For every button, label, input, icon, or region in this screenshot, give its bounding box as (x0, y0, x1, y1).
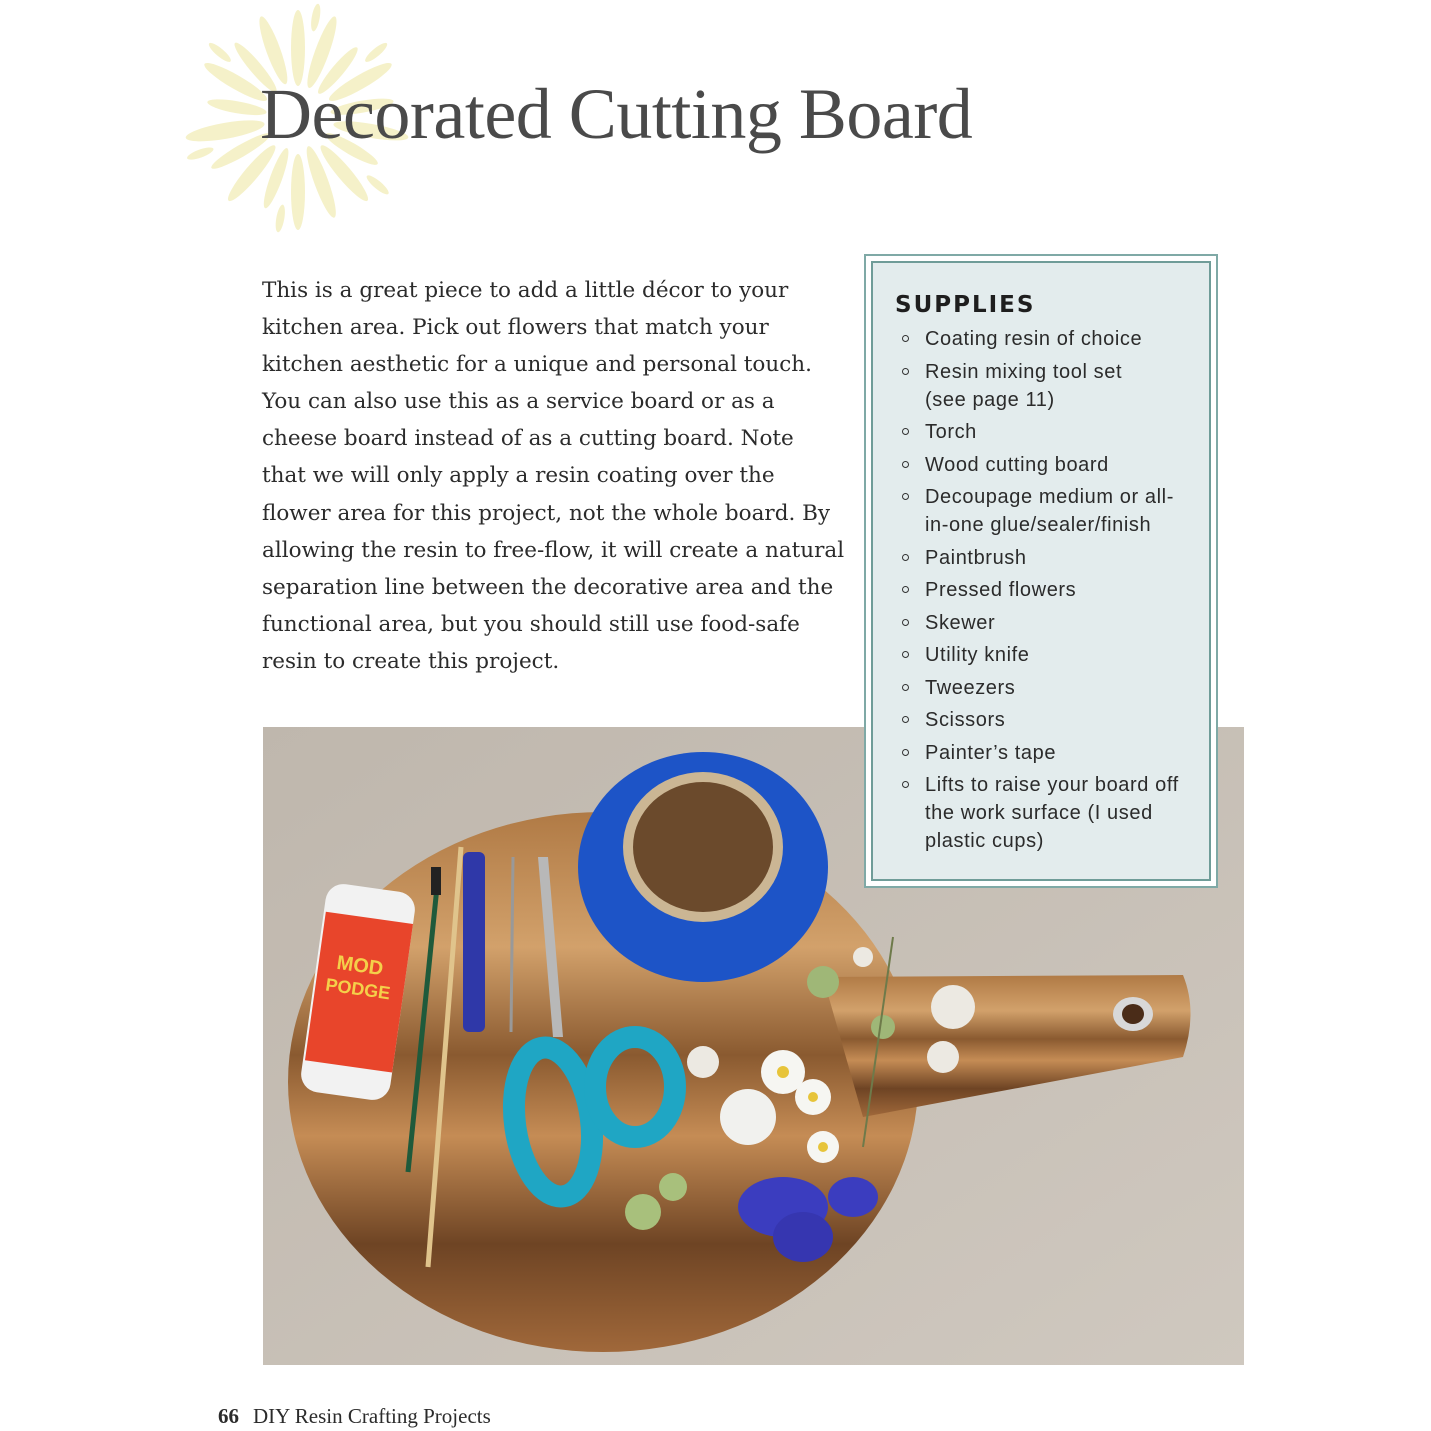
intro-line: kitchen area. Pick out flowers that match your (262, 315, 769, 341)
circle-bullet-icon (902, 749, 909, 756)
intro-paragraph (262, 272, 845, 680)
supply-text: Paintbrush (925, 546, 1027, 569)
supply-item (895, 325, 1193, 353)
supplies-list (895, 325, 1193, 855)
supply-item (895, 706, 1193, 734)
supply-text: Torch (925, 421, 977, 443)
supply-text: (see page 11) (925, 388, 1055, 411)
intro-line: separation line between the decorative area and the (262, 574, 834, 600)
circle-bullet-icon (902, 335, 909, 342)
circle-bullet-icon (902, 493, 909, 500)
intro-line: This is a great piece to add a little décor to your (262, 278, 789, 303)
intro-line: kitchen aesthetic for a unique and personal touch. (262, 352, 812, 378)
book-title: DIY Resin Crafting Projects (253, 1404, 491, 1428)
supply-item (895, 544, 1193, 572)
supply-text: Decoupage medium or all- (925, 486, 1174, 508)
circle-bullet-icon (902, 619, 909, 626)
svg-text:PODGE: PODGE (324, 974, 392, 1004)
supply-text: Coating resin of choice (925, 328, 1143, 350)
supply-text: Scissors (925, 709, 1006, 731)
circle-bullet-icon (902, 461, 909, 468)
supply-text: Wood cutting board (925, 453, 1109, 476)
page-number: 66 (218, 1404, 239, 1428)
supply-item (895, 609, 1193, 637)
supply-text: Skewer (925, 611, 996, 634)
circle-bullet-icon (902, 554, 909, 561)
svg-text:MOD: MOD (335, 951, 385, 981)
supply-item (895, 451, 1193, 479)
circle-bullet-icon (902, 368, 909, 375)
supply-text: Painter’s tape (925, 741, 1057, 764)
intro-line: functional area, but you should still use food-safe (262, 611, 800, 637)
intro-line: cheese board instead of as a cutting board. Note (262, 426, 794, 452)
page-footer (218, 1404, 491, 1429)
supply-item (895, 358, 1193, 414)
intro-line: resin to create this project. (262, 648, 560, 674)
intro-line: allowing the resin to free-flow, it will create a natural (262, 537, 845, 563)
circle-bullet-icon (902, 651, 909, 658)
intro-line: that we will only apply a resin coating over the (262, 463, 775, 489)
supply-item (895, 674, 1193, 702)
supplies-box (864, 254, 1218, 888)
supply-text: in-one glue/sealer/finish (925, 514, 1152, 536)
supply-text: the work surface (I used (925, 802, 1153, 824)
supply-item (895, 771, 1193, 855)
circle-bullet-icon (902, 781, 909, 788)
circle-bullet-icon (902, 586, 909, 593)
supply-text: Tweezers (925, 676, 1016, 699)
page-title: Decorated Cutting Board (260, 74, 973, 154)
supply-text: plastic cups) (925, 830, 1044, 852)
intro-line: You can also use this as a service board or as a (262, 389, 775, 415)
supplies-heading: SUPPLIES (895, 292, 1036, 318)
supplies-panel (871, 261, 1211, 881)
supply-text: Resin mixing tool set (925, 360, 1123, 383)
supply-item (895, 483, 1193, 539)
painters-tape (578, 752, 828, 982)
circle-bullet-icon (902, 716, 909, 723)
circle-bullet-icon (902, 684, 909, 691)
supply-text: Pressed flowers (925, 579, 1077, 601)
supply-text: Utility knife (925, 644, 1030, 666)
supply-item (895, 418, 1193, 446)
circle-bullet-icon (902, 428, 909, 435)
supply-item (895, 739, 1193, 767)
supply-text: Lifts to raise your board off (925, 774, 1179, 796)
supply-item (895, 576, 1193, 604)
intro-line: flower area for this project, not the whole board. By (262, 500, 831, 526)
supply-item (895, 641, 1193, 669)
